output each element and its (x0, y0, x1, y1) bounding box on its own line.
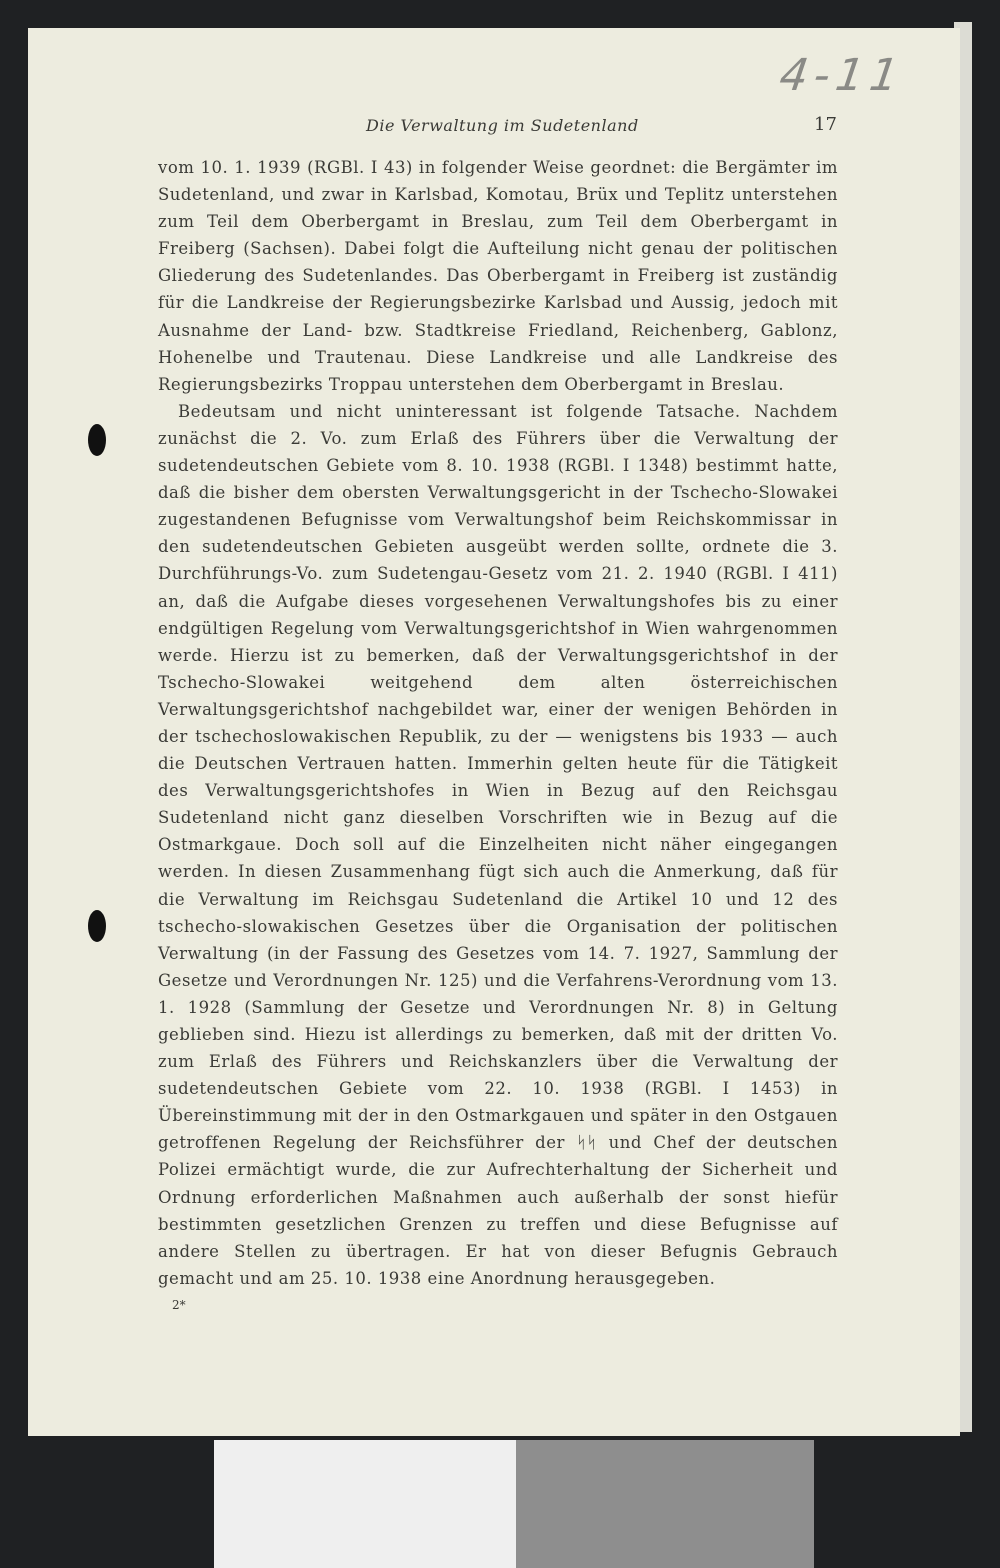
signature-mark: 2* (172, 1298, 186, 1312)
page-number: 17 (814, 114, 837, 135)
body-text (158, 154, 838, 1292)
paragraph: Bedeutsam und nicht uninteressant ist folgende Tatsache. Nachdem zunächst die 2. Vo. zum Erlaß des Führers über die Verwaltung der sudetendeutschen Gebiete vom 8. 10. 1938 (RGBl. I 1348) bestimmt hatte, daß die bisher dem obersten Verwaltungsgericht in der Tschecho-Slowakei zugestandenen Befugnisse vom Verwaltungshof beim Reichskommissar in den sudetendeutschen Gebieten ausgeübt werden sollte, ordnete die 3. Durchführungs-Vo. zum Sudetengau-Gesetz vom 21. 2. 1940 (RGBl. I 411) an, daß die Aufgabe dieses vorgesehenen Verwaltungshofes bis zu einer endgültigen Regelung vom Verwaltungsgerichtshof in Wien wahrgenommen werde. Hierzu ist zu bemerken, daß der Verwaltungsgerichtshof in der Tschecho-Slowakei weitgehend dem alten österreichischen Verwaltungsgerichtshof nachgebildet war, einer der wenigen Behörden in der tschechoslowakischen Republik, zu der — wenigstens bis 1933 — auch die Deutschen Vertrauen hatten. Immerhin gelten heute für die Tätigkeit des Verwaltungsgerichtshofes in Wien in Bezug auf den Reichsgau Sudetenland nicht ganz dieselben Vorschriften wie in Bezug auf die Ostmarkgaue. Doch soll auf die Einzelheiten nicht näher eingegangen werden. In diesen Zusammenhang fügt sich auch die Anmerkung, daß für die Verwaltung im Reichsgau Sudetenland die Artikel 10 und 12 des tschecho-slowakischen Gesetzes über die Organisation der politischen Verwaltung (in der Fassung des Gesetzes vom 14. 7. 1927, Sammlung der Gesetze und Verordnungen Nr. 125) und die Verfahrens-Verordnung vom 13. 1. 1928 (Sammlung der Gesetze und Verordnungen Nr. 8) in Geltung geblieben sind. Hiezu ist allerdings zu bemerken, daß mit der dritten Vo. zum Erlaß des Führers und Reichskanzlers über die Verwaltung der sudetendeutschen Gebiete vom 22. 10. 1938 (RGBl. I 1453) in Übereinstimmung mit der in den Ostmarkgauen und später in den Ostgauen getroffenen Regelung der Reichsführer der ᛋᛋ und Chef der deutschen Polizei ermächtigt wurde, die zur Aufrechterhaltung der Sicherheit und Ordnung erforderlichen Maßnahmen auch außerhalb der sonst hiefür bestimmten gesetzlichen Grenzen zu treffen und diese Befugnisse auf andere Stellen zu übertragen. Er hat von dieser Befugnis Gebrauch gemacht und am 25. 10. 1938 eine Anordnung herausgegeben. (158, 401, 838, 1288)
calibration-card-light (214, 1440, 516, 1568)
punch-hole (88, 424, 106, 456)
running-title: Die Verwaltung im Sudetenland (366, 116, 639, 135)
handwritten-annotation: 4-11 (776, 50, 908, 101)
calibration-card-gray (516, 1440, 814, 1568)
punch-hole (88, 910, 106, 942)
book-page (28, 28, 960, 1436)
paragraph: vom 10. 1. 1939 (RGBl. I 43) in folgender Weise geordnet: die Bergämter im Sudetenland, und zwar in Karlsbad, Komotau, Brüx und Teplitz unterstehen zum Teil dem Oberbergamt in Breslau, zum Teil dem Oberbergamt in Freiberg (Sachsen). Dabei folgt die Aufteilung nicht genau der politischen Gliederung des Sudetenlandes. Das Oberbergamt in Freiberg ist zuständig für die Landkreise der Regierungsbezirke Karlsbad und Aussig, jedoch mit Ausnahme der Land- bzw. Stadtkreise Friedland, Reichenberg, Gablonz, Hohenelbe und Trautenau. Diese Landkreise und alle Landkreise des Regierungsbezirks Troppau unterstehen dem Oberbergamt in Breslau. (158, 158, 838, 394)
